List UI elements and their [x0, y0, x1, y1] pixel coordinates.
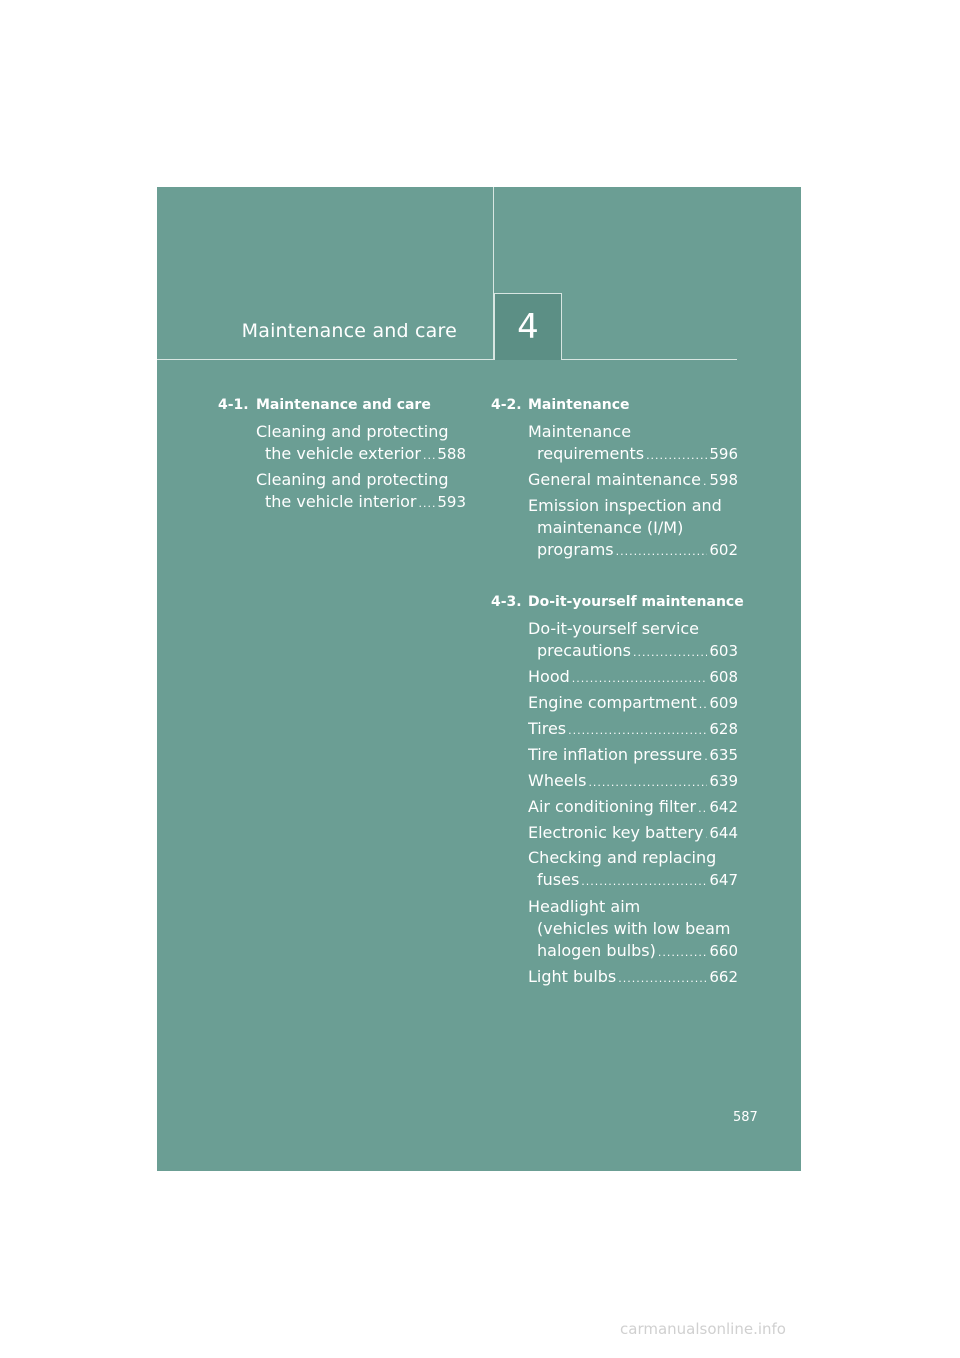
dot-leader	[703, 471, 707, 493]
entry-text: Hood	[528, 667, 570, 686]
entry-page: 593	[437, 493, 466, 511]
entry-text: fuses	[537, 870, 580, 889]
toc-entry[interactable]	[528, 666, 738, 690]
entry-page: 608	[709, 668, 738, 686]
dot-leader	[419, 493, 436, 515]
toc-entry[interactable]	[528, 847, 738, 893]
entry-page: 588	[437, 445, 466, 463]
dot-leader	[616, 541, 708, 563]
toc-entry[interactable]	[528, 718, 738, 742]
toc-entry[interactable]	[256, 469, 466, 515]
entry-text: Tires	[528, 719, 567, 738]
entry-page: 596	[709, 445, 738, 463]
toc-entry[interactable]	[528, 770, 738, 794]
entry-text: Engine compartment	[528, 693, 697, 712]
toc-entry[interactable]	[528, 822, 738, 846]
section-title: Do-it-yourself maintenance	[528, 594, 744, 610]
entry-text: halogen bulbs)	[537, 941, 656, 960]
dot-leader	[572, 668, 708, 690]
toc-entry[interactable]	[528, 896, 738, 964]
entry-text: programs	[537, 540, 614, 559]
entry-text: Air conditioning filter	[528, 797, 697, 816]
dot-leader	[646, 445, 707, 467]
entry-text: Headlight aim	[528, 897, 641, 916]
dot-leader	[633, 642, 707, 664]
entry-page: 647	[709, 871, 738, 889]
entry-text: requirements	[537, 444, 645, 463]
section-number: 4-3.	[491, 594, 522, 610]
toc-entry[interactable]	[528, 618, 738, 664]
chapter-title: Maintenance and care	[241, 320, 457, 342]
dot-leader	[588, 772, 707, 794]
dot-leader	[705, 824, 707, 846]
entry-text: Wheels	[528, 771, 587, 790]
toc-entry[interactable]	[528, 692, 738, 716]
dot-leader	[568, 720, 707, 742]
dot-leader	[704, 746, 707, 768]
section-number: 4-2.	[491, 397, 522, 413]
entry-page: 644	[709, 824, 738, 842]
entry-text: precautions	[537, 641, 631, 660]
dot-leader	[423, 445, 435, 467]
dot-leader	[581, 871, 707, 893]
entry-text: the vehicle exterior	[265, 444, 421, 463]
entry-text: Checking and replacing	[528, 848, 717, 867]
entry-text: Cleaning and protecting	[256, 422, 449, 441]
entry-text: Tire inflation pressure	[528, 745, 703, 764]
entry-page: 642	[709, 798, 738, 816]
entry-page: 662	[709, 968, 738, 986]
dot-leader	[618, 968, 707, 990]
entry-text: maintenance (I/M)	[537, 518, 684, 537]
section-title: Maintenance and care	[256, 397, 431, 413]
entry-page: 639	[709, 772, 738, 790]
dot-leader	[698, 798, 707, 820]
divider-horizontal	[157, 359, 737, 360]
toc-entry[interactable]	[256, 421, 466, 467]
watermark: carmanualsonline.info	[620, 1320, 786, 1338]
entry-page: 628	[709, 720, 738, 738]
dot-leader	[658, 942, 707, 964]
toc-entry[interactable]	[528, 796, 738, 820]
toc-entry[interactable]	[528, 469, 738, 493]
entry-text: Maintenance	[528, 422, 632, 441]
section-title: Maintenance	[528, 397, 630, 413]
chapter-number: 4	[517, 307, 539, 347]
entry-page: 635	[709, 746, 738, 764]
entry-text: Cleaning and protecting	[256, 470, 449, 489]
toc-entry[interactable]	[528, 744, 738, 768]
entry-text: General maintenance	[528, 470, 701, 489]
entry-text: Electronic key battery	[528, 823, 704, 842]
entry-text: Emission inspection and	[528, 496, 722, 515]
toc-entry[interactable]	[528, 421, 738, 467]
entry-page: 602	[709, 541, 738, 559]
section-number: 4-1.	[218, 397, 249, 413]
entry-text: (vehicles with low beam	[537, 919, 731, 938]
entry-page: 603	[709, 642, 738, 660]
entry-text: Light bulbs	[528, 967, 617, 986]
entry-page: 609	[709, 694, 738, 712]
chapter-number-box	[494, 293, 562, 360]
toc-entry[interactable]	[528, 495, 738, 563]
entry-page: 598	[709, 471, 738, 489]
entry-text: Do-it-yourself service	[528, 619, 700, 638]
toc-entry[interactable]	[528, 966, 738, 990]
entry-page: 660	[709, 942, 738, 960]
page-number: 587	[733, 1110, 758, 1125]
dot-leader	[699, 694, 708, 716]
entry-text: the vehicle interior	[265, 492, 417, 511]
